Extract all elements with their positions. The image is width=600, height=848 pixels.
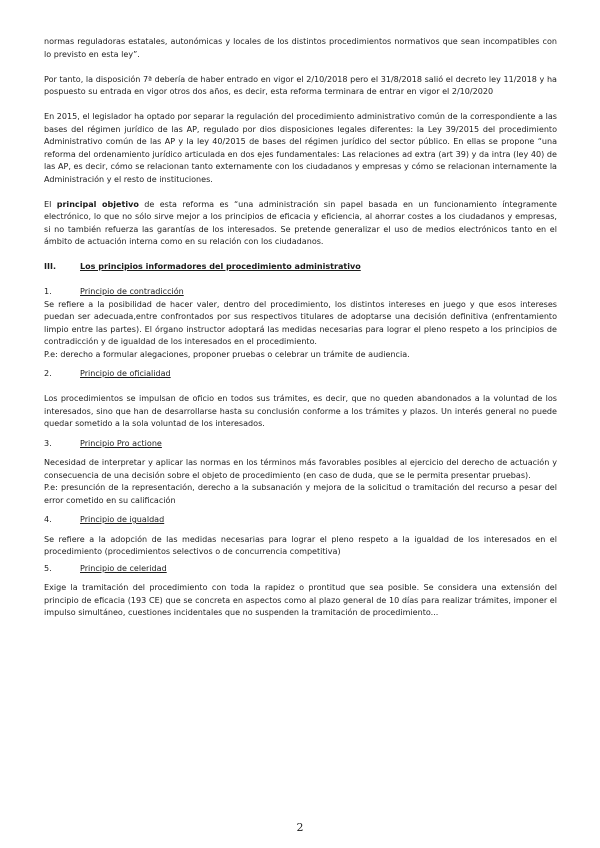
section-title: Los principios informadores del procedimiento administrativo [80, 262, 361, 271]
principle-number: 2. [44, 369, 52, 378]
principle-title: Principio de igualdad [80, 515, 165, 524]
principle-title: Principio Pro actione [80, 438, 162, 448]
paragraph-1: normas reguladoras estatales, autonómicas y locales de los distintos procedimientos normativos que sean incompatibles con lo previsto en esta ley”. [44, 37, 557, 59]
page-number: 2 [296, 821, 304, 834]
principle-example: P.e: presunción de la representación, derecho a la subsanación y mejora de la solicitud o tramitación del recurso a pesar del error cometido en su calificación [44, 483, 557, 505]
principle-example: P.e: derecho a formular alegaciones, proponer pruebas o celebrar un trámite de audiencia. [44, 349, 410, 359]
principle-title: Principio de oficialidad [80, 369, 171, 378]
principle-number: 1. [44, 287, 52, 296]
paragraph-4 [44, 199, 557, 249]
paragraph-2: Por tanto, la disposición 7ª debería de haber entrado en vigor el 2/10/2018 pero el 31/8/2018 salió el decreto ley 11/2018 y ha pospuesto su entrada en vigor otros dos años, es decir, esta reforma terminara de entrar en vigor el 2/10/2020 [44, 74, 557, 96]
principle-body: Exige la tramitación del procedimiento con toda la rapidez o prontitud que sea posible. Se considera una extensión del principio de eficacia (193 CE) que se concreta en aspectos como al plazo general de 10 días para realizar trámites, imponer el impulso simultáneo, cuestiones incidentales que no suspenden la tramitación de procedimiento... [44, 583, 557, 617]
principle-heading-4 [44, 514, 557, 527]
principle-number: 5. [44, 563, 52, 573]
principle-body: Los procedimientos se impulsan de oficio en todos sus trámites, es decir, que no queden abandonados a la voluntad de los interesados, sino que han de desarrollarse hasta su conclusión conforme a los trámites y plazos. Un interés general no puede quedar sometido a la sola voluntad de los interesados. [44, 394, 557, 428]
document-page [44, 36, 557, 620]
principle-title: Principio de celeridad [80, 563, 167, 573]
principle-body: Se refiere a la adopción de las medidas necesarias para lograr el pleno respeto a la igualdad de los interesados en el procedimiento (procedimientos selectivos o de concurrencia competitiva) [44, 534, 557, 556]
principle-heading-2 [44, 368, 557, 381]
principle-heading-5 [44, 563, 557, 576]
principal-objetivo-bold: principal objetivo [56, 199, 139, 209]
section-heading [44, 261, 557, 274]
section-number: III. [44, 262, 57, 271]
principle-number: 4. [44, 515, 52, 524]
paragraph-4-prefix: El [44, 199, 57, 209]
principle-heading-1 [44, 286, 557, 299]
paragraph-4-rest: de esta reforma es “una administración sin papel basada en un funcionamiento íntegramente electrónico, lo que no sólo sirve mejor a los principios de eficacia y eficiencia, al ahorrar costes a los ciudadanos y empresas, si no también refuerza las garantías de los interesados. Se pretende generalizar el uso de medios electrónicos tanto en el ámbito de actuación interna como en su relación con los ciudadanos. [44, 199, 557, 246]
principle-number: 3. [44, 438, 52, 448]
principle-body: Se refiere a la posibilidad de hacer valer, dentro del procedimiento, los distintos intereses en juego y que esos intereses puedan ser adecuada,entre confrontados por sus respectivos titulares de adoptarse una decisión definitiva (enfrentamiento limpio entre las partes). El órgano instructor adoptará las medidas necesarias para lograr el pleno respeto a los principios de contradicción y de igualdad de los interesados en el procedimiento. [44, 299, 557, 346]
paragraph-3: En 2015, el legislador ha optado por separar la regulación del procedimiento administrativo común de la correspondiente a las bases del régimen jurídico de las AP, regulado por dios disposiciones legales diferentes: la Ley 39/2015 del procedimiento Administrativo común de las AP y la ley 40/2015 de bases del régimen jurídico del sector público. En ellas se propone “una reforma del ordenamiento jurídico articulada en dos ejes fundamentales: Las relaciones ad extra (art 39) y da intra (ley 40) de las AP, es decir, cómo se relacionan tanto externamente con los ciudadanos y empresas y cómo se relacionan internamente la Administración y el resto de instituciones. [44, 112, 557, 184]
principle-body: Necesidad de interpretar y aplicar las normas en los términos más favorables posibles al ejercicio del derecho de actuación y consecuencia de una decisión sobre el objeto de procedimiento (en caso de duda, que se le permita presentar pruebas). [44, 458, 557, 480]
principle-heading-3 [44, 438, 557, 451]
principle-title: Principio de contradicción [80, 287, 184, 296]
